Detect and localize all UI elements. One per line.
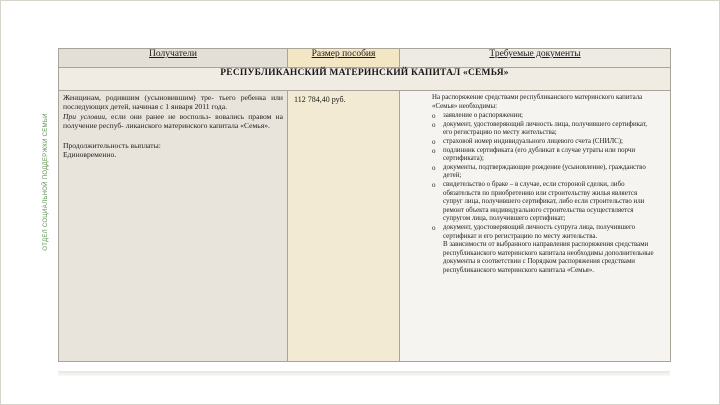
header-recipients: Получатели bbox=[59, 49, 288, 68]
amount-cell bbox=[288, 91, 400, 362]
documents-list bbox=[432, 112, 656, 241]
list-item: o подлинник сертификата (его дубликат в случае утраты или порчи сертификата); bbox=[432, 147, 656, 164]
list-item: o документ, удостоверяющий личность лица, получившего сертификат, его регистрацию по месту жительства; bbox=[432, 121, 656, 138]
section-row bbox=[59, 68, 671, 91]
header-amount: Размер пособия bbox=[288, 49, 400, 68]
recipients-cell bbox=[59, 91, 288, 362]
list-item: o заявление о распоряжении; bbox=[432, 112, 656, 121]
side-caption bbox=[43, 113, 50, 251]
duration-value: Единовременно. bbox=[63, 150, 117, 160]
amount-value: 112 784,40 руб. bbox=[294, 95, 346, 104]
table-header-row bbox=[59, 49, 671, 68]
condition-label: При условии bbox=[63, 111, 106, 121]
documents-cell bbox=[400, 91, 671, 362]
header-documents: Требуемые документы bbox=[400, 49, 671, 68]
list-item: o страховой номер индивидуального лицевого счета (СНИЛС); bbox=[432, 138, 656, 147]
documents-note: В зависимости от выбранного направления распоряжения средствами республиканского материнского капитала необходимы дополнительные документы в соответствии с Порядком распоряжения средствами республиканского материнского капитала «Семья». bbox=[443, 241, 654, 274]
list-item: o свидетельство о браке – в случае, если стороной сделки, либо обязательств по приобретению или строительству жилья является супруг лица, получившего сертификат, либо если строительство или ремонт объекта индивидуального строительства осуществляется супругом лица, получившего сертификат; bbox=[432, 181, 656, 224]
section-title: РЕСПУБЛИКАНСКИЙ МАТЕРИНСКИЙ КАПИТАЛ «СЕМЬЯ» bbox=[59, 68, 671, 91]
condition-text: , если они ранее не воспольз- вовались правом на получение респуб- ликанского материнского капитала «Семья». bbox=[63, 111, 283, 131]
table-row bbox=[59, 91, 671, 362]
spacer bbox=[63, 131, 283, 141]
list-item: o документ, удостоверяющий личность супруга лица, получившего сертификат и его регистрацию по месту жительства. bbox=[432, 224, 656, 241]
documents-intro: На распоряжение средствами республиканского материнского капитала «Семья» необходимы: bbox=[432, 94, 643, 110]
recipients-text: Женщинам, родившим (усыновившим) тре- тьего ребенка или последующих детей, начиная с 1 января 2011 года. bbox=[63, 93, 283, 112]
recipients-condition bbox=[63, 112, 283, 131]
benefits-table bbox=[58, 48, 671, 362]
side-caption-text: ОТДЕЛ СОЦИАЛЬНОЙ ПОДДЕРЖКИ СЕМЬИ bbox=[43, 113, 49, 251]
list-item: o документы, подтверждающие рождение (усыновление), гражданство детей; bbox=[432, 164, 656, 181]
duration-label: Продолжительность выплаты: bbox=[63, 140, 161, 150]
table-shadow bbox=[58, 371, 670, 377]
